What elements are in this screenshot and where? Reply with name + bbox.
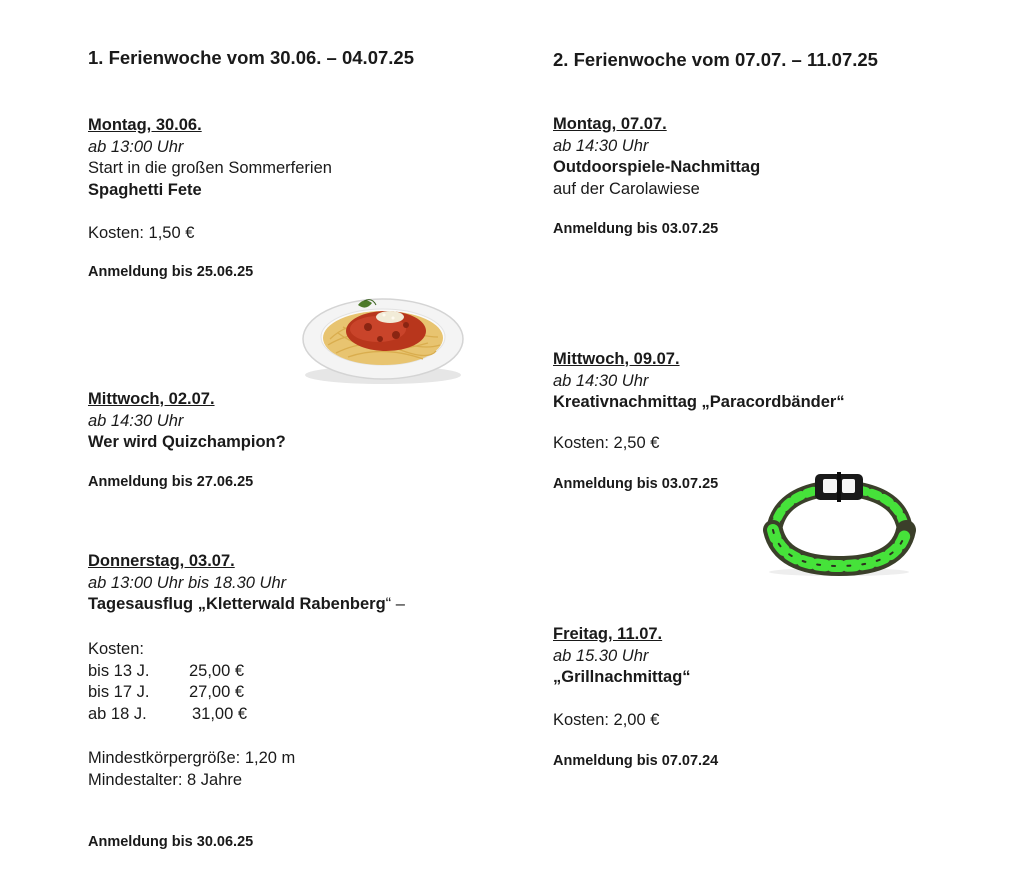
registration-text: Anmeldung bis 07.07.24	[553, 753, 719, 769]
registration-text: Anmeldung bis 27.06.25	[88, 474, 254, 490]
description-text: auf der Carolawiese	[553, 179, 700, 198]
day-heading: Mittwoch, 09.07.	[553, 350, 680, 368]
week2-friday	[553, 624, 993, 689]
time-text: ab 14:30 Uhr	[88, 411, 184, 430]
price-age: ab 18 J.	[88, 704, 147, 723]
week2-monday	[553, 114, 993, 200]
cost-text: Kosten: 2,50 €	[553, 434, 660, 452]
time-text: ab 15.30 Uhr	[553, 646, 649, 665]
cost-text: Kosten: 1,50 €	[88, 224, 195, 242]
event-title: Outdoorspiele-Nachmittag	[553, 158, 761, 176]
time-text: ab 14:30 Uhr	[553, 371, 649, 390]
spaghetti-image	[298, 287, 468, 387]
week1-monday	[88, 115, 528, 201]
registration-text: Anmeldung bis 03.07.25	[553, 221, 719, 237]
price-row	[88, 682, 528, 704]
price-value: 25,00 €	[189, 661, 245, 680]
day-heading: Montag, 07.07.	[553, 115, 667, 133]
registration-text: Anmeldung bis 30.06.25	[88, 834, 254, 850]
registration-text: Anmeldung bis 03.07.25	[553, 476, 719, 492]
paracord-bracelet-image	[759, 468, 919, 578]
event-title-line	[88, 594, 528, 616]
event-title: Wer wird Quizchampion?	[88, 433, 286, 451]
min-age-text: Mindestalter: 8 Jahre	[88, 770, 243, 789]
price-value: 27,00 €	[189, 683, 245, 701]
price-age: bis 17 J.	[88, 683, 150, 701]
week2-wednesday	[553, 349, 993, 414]
price-age: bis 13 J.	[88, 661, 150, 680]
day-heading: Mittwoch, 02.07.	[88, 390, 215, 408]
week1-thursday	[88, 551, 528, 616]
week1-title: 1. Ferienwoche vom 30.06. – 04.07.25	[88, 47, 414, 68]
day-heading: Donnerstag, 03.07.	[88, 552, 235, 570]
time-text: ab 14:30 Uhr	[553, 136, 649, 155]
time-text: ab 13:00 Uhr bis 18.30 Uhr	[88, 573, 287, 592]
week1-wednesday	[88, 389, 528, 454]
week2-title: 2. Ferienwoche vom 07.07. – 11.07.25	[553, 49, 878, 70]
event-title: Spaghetti Fete	[88, 180, 202, 199]
description-text: Start in die großen Sommerferien	[88, 159, 332, 177]
event-title: „Grillnachmittag“	[553, 668, 691, 686]
event-title: Kreativnachmittag „Paracordbänder“	[553, 393, 845, 411]
thursday-costs	[88, 639, 528, 725]
price-row	[88, 704, 528, 726]
cost-label: Kosten:	[88, 640, 144, 658]
event-title: Tagesausflug „Kletterwald Rabenberg	[88, 595, 386, 613]
cost-text: Kosten: 2,00 €	[553, 711, 660, 729]
time-text: ab 13:00 Uhr	[88, 137, 184, 156]
event-title-suffix: “ –	[385, 595, 405, 613]
registration-text: Anmeldung bis 25.06.25	[88, 264, 254, 280]
day-heading: Freitag, 11.07.	[553, 625, 663, 643]
min-height-text: Mindestkörpergröße: 1,20 m	[88, 749, 296, 767]
price-value: 31,00 €	[192, 704, 248, 723]
price-row	[88, 661, 528, 683]
thursday-requirements	[88, 748, 528, 791]
day-heading: Montag, 30.06.	[88, 116, 202, 134]
